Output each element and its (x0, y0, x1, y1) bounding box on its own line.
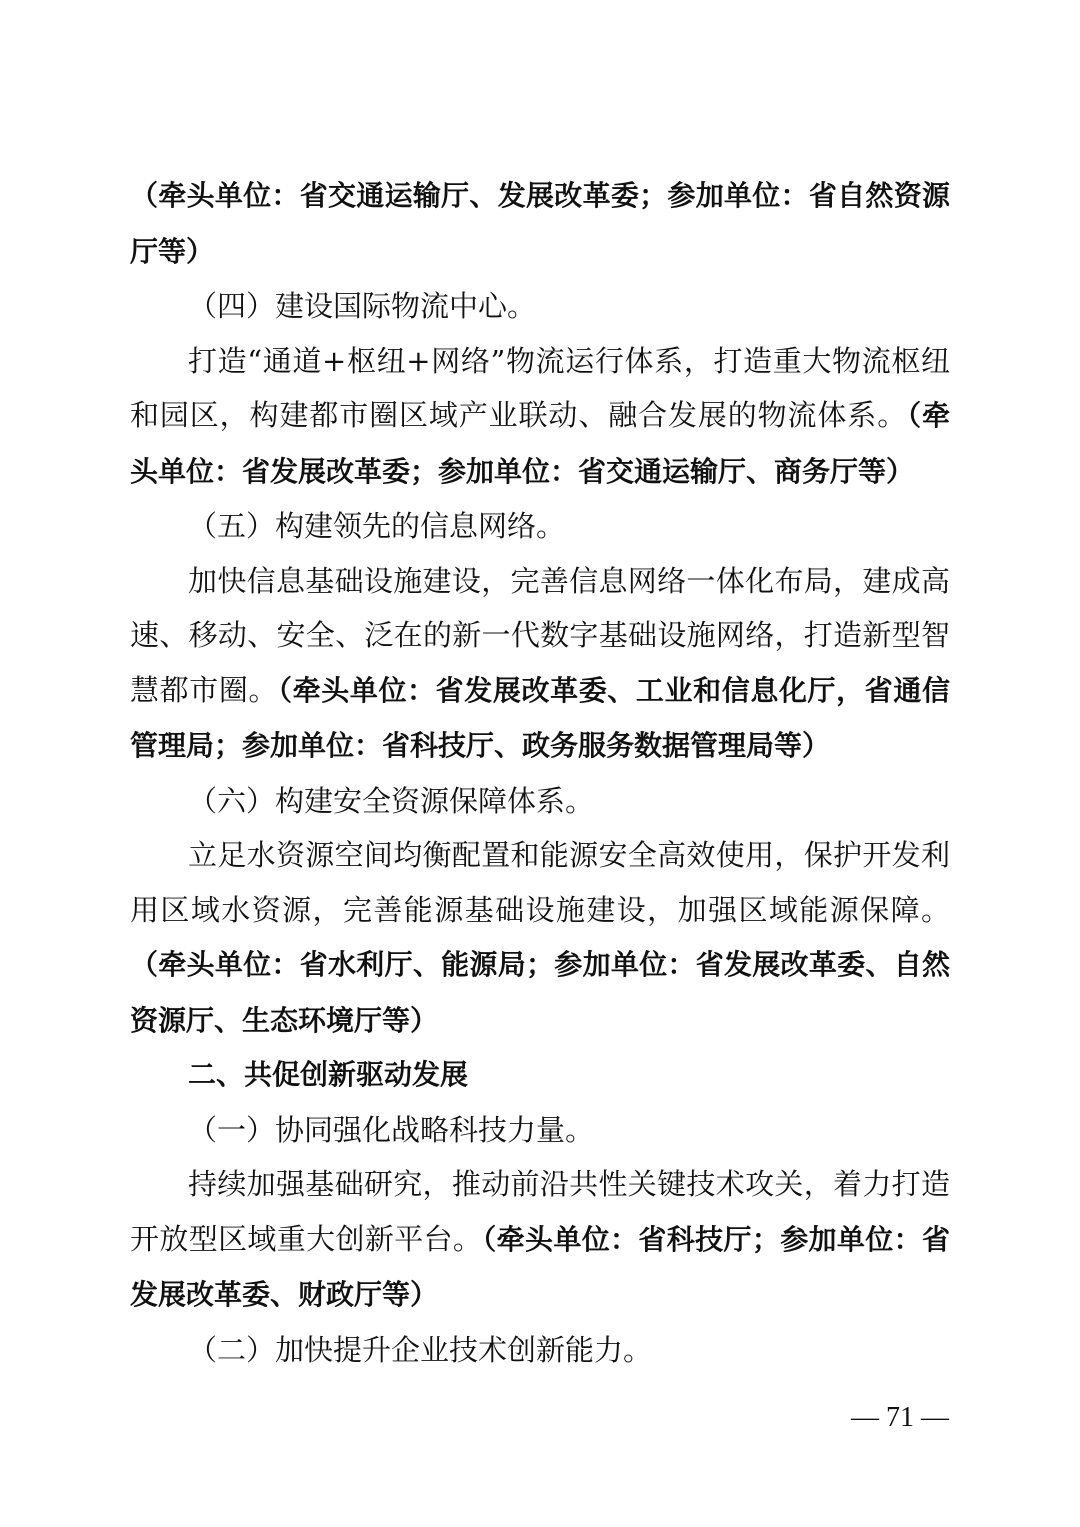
subheading-logistics-center: （四）建设国际物流中心。 (188, 289, 537, 323)
responsible-units-note: （牵头单位：省交通运输厅、发展改革委；参加单位：省自然资源厅等） (130, 179, 950, 268)
paragraph-text: 加快信息基础设施建设，完善信息网络一体化布局，建成高速、移动、安全、泛在的新一代数字基础设施网络，打造新型智慧都市圈。 (130, 563, 950, 707)
subheading-enterprise-innovation: （二）加快提升企业技术创新能力。 (188, 1332, 653, 1367)
page-number: — 71 — (851, 1402, 949, 1433)
responsible-units-note: （牵头单位：省科技厅；参加单位：省发展改革委、财政厅等） (130, 1222, 950, 1311)
paragraph-information-network (130, 554, 950, 774)
section-heading-innovation: 二、共促创新驱动发展 (188, 1058, 469, 1091)
subheading-strategic-tech: （一）协同强化战略科技力量。 (188, 1112, 595, 1147)
document-body (130, 168, 950, 1377)
paragraph-text: 打造“通道+枢纽+网络”物流运行体系，打造重大物流枢纽和园区，构建都市圈区域产业联动、融合发展的物流体系。 (130, 343, 950, 432)
paragraph-lead-units (130, 168, 950, 279)
responsible-units-note: （牵头单位：省发展改革委、工业和信息化厅，省通信管理局；参加单位：省科技厅、政务服务数据管理局等） (130, 673, 950, 762)
subheading-information-network: （五）构建领先的信息网络。 (188, 509, 566, 543)
paragraph-text: 持续加强基础研究，推动前沿共性关键技术攻关，着力打造开放型区域重大创新平台。 (130, 1167, 950, 1256)
subheading-resource-security: （六）构建安全资源保障体系。 (188, 783, 595, 818)
responsible-units-note: （牵头单位：省水利厅、能源局；参加单位：省发展改革委、自然资源厅、生态环境厅等） (130, 948, 950, 1037)
paragraph-text: 立足水资源空间均衡配置和能源安全高效使用，保护开发利用区域水资源，完善能源基础设施建设，加强区域能源保障。 (130, 838, 950, 927)
paragraph-logistics (130, 334, 950, 500)
responsible-units-note: （牵头单位：省发展改革委；参加单位：省交通运输厅、商务厅等） (130, 399, 950, 488)
paragraph-strategic-tech (130, 1157, 950, 1323)
paragraph-resource-security (130, 828, 950, 1048)
